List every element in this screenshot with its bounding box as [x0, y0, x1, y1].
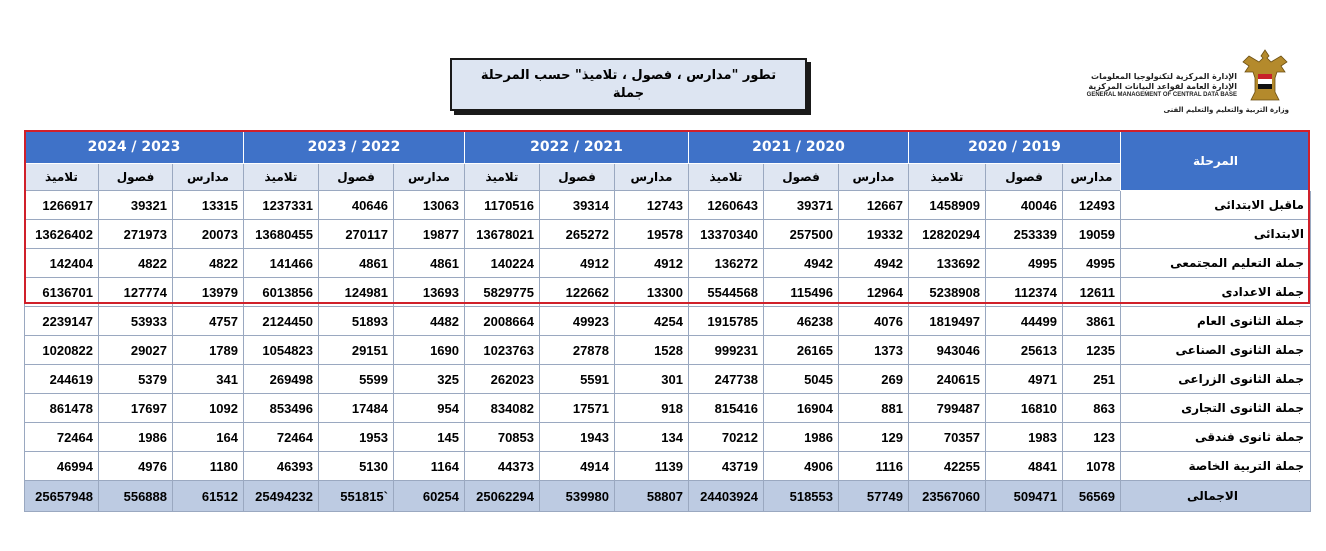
students-cell: 853496: [244, 394, 319, 423]
students-cell: 1237331: [244, 191, 319, 220]
stage-column-header: المرحلة: [1121, 131, 1311, 191]
classes-cell: 4861: [319, 249, 394, 278]
stage-label: جملة الاعدادى: [1121, 278, 1311, 307]
report-title-box: [450, 58, 807, 111]
students-cell: 42255: [909, 452, 986, 481]
schools-cell: 57749: [839, 481, 909, 512]
students-header: تلاميذ: [909, 164, 986, 191]
students-cell: 25494232: [244, 481, 319, 512]
classes-cell: 53933: [99, 307, 173, 336]
schools-cell: 56569: [1063, 481, 1121, 512]
schools-cell: 145: [394, 423, 465, 452]
students-cell: 262023: [465, 365, 540, 394]
schools-cell: 301: [615, 365, 689, 394]
classes-cell: 39371: [764, 191, 839, 220]
schools-cell: 19059: [1063, 220, 1121, 249]
table-row: [25, 220, 1311, 249]
stage-label: ماقبل الابتدائى: [1121, 191, 1311, 220]
classes-cell: 17697: [99, 394, 173, 423]
students-cell: 5544568: [689, 278, 764, 307]
classes-cell: 5130: [319, 452, 394, 481]
classes-cell: 4942: [764, 249, 839, 278]
classes-cell: 4906: [764, 452, 839, 481]
students-cell: 13626402: [25, 220, 99, 249]
table-body: [25, 191, 1311, 512]
students-cell: 999231: [689, 336, 764, 365]
schools-cell: 4942: [839, 249, 909, 278]
classes-cell: 4822: [99, 249, 173, 278]
report-title: تطور "مدارس ، فصول ، تلاميذ" حسب المرحلة: [480, 67, 777, 83]
students-cell: 247738: [689, 365, 764, 394]
classes-cell: 39321: [99, 191, 173, 220]
schools-cell: 1690: [394, 336, 465, 365]
table-row: [25, 394, 1311, 423]
schools-cell: 4912: [615, 249, 689, 278]
classes-cell: 115496: [764, 278, 839, 307]
classes-cell: 29027: [99, 336, 173, 365]
classes-cell: 5379: [99, 365, 173, 394]
students-cell: 46393: [244, 452, 319, 481]
schools-cell: 19877: [394, 220, 465, 249]
classes-cell: 5591: [540, 365, 615, 394]
schools-cell: 164: [173, 423, 244, 452]
students-header: تلاميذ: [244, 164, 319, 191]
classes-cell: 265272: [540, 220, 615, 249]
year-header: 2024 / 2023: [25, 131, 244, 164]
schools-cell: 1078: [1063, 452, 1121, 481]
students-cell: 140224: [465, 249, 540, 278]
students-cell: 12820294: [909, 220, 986, 249]
schools-cell: 58807: [615, 481, 689, 512]
students-cell: 72464: [244, 423, 319, 452]
classes-cell: 44499: [986, 307, 1063, 336]
schools-cell: 341: [173, 365, 244, 394]
students-cell: 1023763: [465, 336, 540, 365]
classes-header: فصول: [764, 164, 839, 191]
schools-cell: 269: [839, 365, 909, 394]
egypt-eagle-icon: [1241, 48, 1289, 104]
students-cell: 5829775: [465, 278, 540, 307]
schools-cell: 1235: [1063, 336, 1121, 365]
classes-cell: 17571: [540, 394, 615, 423]
students-cell: 70212: [689, 423, 764, 452]
schools-cell: 251: [1063, 365, 1121, 394]
students-cell: 244619: [25, 365, 99, 394]
classes-cell: 253339: [986, 220, 1063, 249]
schools-cell: 123: [1063, 423, 1121, 452]
classes-cell: 509471: [986, 481, 1063, 512]
classes-header: فصول: [986, 164, 1063, 191]
classes-cell: 518553: [764, 481, 839, 512]
classes-header: فصول: [319, 164, 394, 191]
classes-cell: 539980: [540, 481, 615, 512]
schools-cell: 954: [394, 394, 465, 423]
schools-cell: 1789: [173, 336, 244, 365]
table-row: [25, 249, 1311, 278]
logo-text-it-admin: الإدارة المركزية لتكنولوجيا المعلومات: [1091, 72, 1237, 81]
students-cell: 1819497: [909, 307, 986, 336]
students-cell: 1458909: [909, 191, 986, 220]
students-cell: 1915785: [689, 307, 764, 336]
students-cell: 1020822: [25, 336, 99, 365]
classes-cell: 26165: [764, 336, 839, 365]
stage-label: الاجمالى: [1121, 481, 1311, 512]
classes-cell: 270117: [319, 220, 394, 249]
students-cell: 1266917: [25, 191, 99, 220]
students-cell: 1170516: [465, 191, 540, 220]
students-cell: 943046: [909, 336, 986, 365]
classes-cell: 4841: [986, 452, 1063, 481]
classes-cell: 5599: [319, 365, 394, 394]
stage-label: جملة ثانوى فندقى: [1121, 423, 1311, 452]
statistics-table-container: [24, 130, 1310, 512]
sub-header-row: [25, 164, 1311, 191]
classes-header: فصول: [540, 164, 615, 191]
schools-cell: 4822: [173, 249, 244, 278]
schools-cell: 12493: [1063, 191, 1121, 220]
schools-header: مدارس: [173, 164, 244, 191]
students-cell: 13370340: [689, 220, 764, 249]
students-cell: 142404: [25, 249, 99, 278]
table-row: [25, 365, 1311, 394]
classes-cell: 1953: [319, 423, 394, 452]
stage-label: جملة التربية الخاصة: [1121, 452, 1311, 481]
classes-cell: 4912: [540, 249, 615, 278]
schools-cell: 19332: [839, 220, 909, 249]
table-row: [25, 423, 1311, 452]
students-cell: 13678021: [465, 220, 540, 249]
schools-cell: 863: [1063, 394, 1121, 423]
table-row: [25, 278, 1311, 307]
classes-header: فصول: [99, 164, 173, 191]
schools-cell: 3861: [1063, 307, 1121, 336]
schools-cell: 60254: [394, 481, 465, 512]
schools-cell: 12611: [1063, 278, 1121, 307]
classes-cell: 40646: [319, 191, 394, 220]
classes-cell: 124981: [319, 278, 394, 307]
classes-cell: 127774: [99, 278, 173, 307]
schools-header: مدارس: [1063, 164, 1121, 191]
classes-cell: 25613: [986, 336, 1063, 365]
classes-cell: 51893: [319, 307, 394, 336]
schools-cell: 13300: [615, 278, 689, 307]
students-cell: 240615: [909, 365, 986, 394]
students-cell: 861478: [25, 394, 99, 423]
schools-cell: 13063: [394, 191, 465, 220]
schools-cell: 12964: [839, 278, 909, 307]
students-cell: 70357: [909, 423, 986, 452]
students-cell: 2124450: [244, 307, 319, 336]
classes-cell: 4914: [540, 452, 615, 481]
year-header: 2020 / 2019: [909, 131, 1121, 164]
students-cell: 136272: [689, 249, 764, 278]
students-cell: 269498: [244, 365, 319, 394]
total-row: [25, 481, 1311, 512]
students-cell: 799487: [909, 394, 986, 423]
classes-cell: 5045: [764, 365, 839, 394]
students-cell: 1054823: [244, 336, 319, 365]
students-cell: 2008664: [465, 307, 540, 336]
students-cell: 834082: [465, 394, 540, 423]
schools-cell: 1116: [839, 452, 909, 481]
table-row: [25, 452, 1311, 481]
schools-header: مدارس: [615, 164, 689, 191]
schools-cell: 4757: [173, 307, 244, 336]
schools-cell: 4254: [615, 307, 689, 336]
statistics-table: [24, 130, 1311, 512]
year-header: 2022 / 2021: [465, 131, 689, 164]
table-row: [25, 336, 1311, 365]
students-header: تلاميذ: [25, 164, 99, 191]
classes-cell: 40046: [986, 191, 1063, 220]
schools-header: مدارس: [839, 164, 909, 191]
students-cell: 25657948: [25, 481, 99, 512]
schools-cell: 881: [839, 394, 909, 423]
schools-cell: 918: [615, 394, 689, 423]
classes-cell: 556888: [99, 481, 173, 512]
students-cell: 1260643: [689, 191, 764, 220]
students-cell: 23567060: [909, 481, 986, 512]
students-cell: 141466: [244, 249, 319, 278]
schools-cell: 325: [394, 365, 465, 394]
schools-cell: 4995: [1063, 249, 1121, 278]
students-cell: 13680455: [244, 220, 319, 249]
schools-cell: 61512: [173, 481, 244, 512]
stage-label: جملة الثانوى التجارى: [1121, 394, 1311, 423]
classes-cell: 49923: [540, 307, 615, 336]
classes-cell: 16810: [986, 394, 1063, 423]
students-cell: 133692: [909, 249, 986, 278]
report-subtitle: جملة: [612, 85, 645, 101]
classes-cell: 1986: [99, 423, 173, 452]
students-cell: 70853: [465, 423, 540, 452]
logo-text-ministry: وزارة التربية والتعليم والتعليم الفنى: [1163, 106, 1289, 114]
logo-text-db-admin: الإدارة العامة لقواعد البيانات المركزية: [1088, 82, 1237, 91]
schools-cell: 12743: [615, 191, 689, 220]
schools-cell: 1164: [394, 452, 465, 481]
year-header: 2023 / 2022: [244, 131, 465, 164]
year-header: 2021 / 2020: [689, 131, 909, 164]
schools-cell: 1180: [173, 452, 244, 481]
students-cell: 6013856: [244, 278, 319, 307]
classes-cell: 1983: [986, 423, 1063, 452]
classes-cell: 46238: [764, 307, 839, 336]
classes-cell: 271973: [99, 220, 173, 249]
classes-cell: 39314: [540, 191, 615, 220]
schools-cell: 1528: [615, 336, 689, 365]
classes-cell: 551815`: [319, 481, 394, 512]
schools-cell: 134: [615, 423, 689, 452]
students-cell: 5238908: [909, 278, 986, 307]
students-cell: 44373: [465, 452, 540, 481]
year-header-row: [25, 131, 1311, 164]
classes-cell: 122662: [540, 278, 615, 307]
schools-cell: 13693: [394, 278, 465, 307]
schools-cell: 12667: [839, 191, 909, 220]
students-header: تلاميذ: [689, 164, 764, 191]
students-cell: 43719: [689, 452, 764, 481]
schools-cell: 4076: [839, 307, 909, 336]
students-cell: 2239147: [25, 307, 99, 336]
schools-cell: 13979: [173, 278, 244, 307]
schools-cell: 20073: [173, 220, 244, 249]
schools-header: مدارس: [394, 164, 465, 191]
classes-cell: 257500: [764, 220, 839, 249]
schools-cell: 4482: [394, 307, 465, 336]
classes-cell: 112374: [986, 278, 1063, 307]
schools-cell: 19578: [615, 220, 689, 249]
stage-label: الابتدائى: [1121, 220, 1311, 249]
stage-label: جملة الثانوى الصناعى: [1121, 336, 1311, 365]
students-cell: 6136701: [25, 278, 99, 307]
students-cell: 25062294: [465, 481, 540, 512]
stage-label: جملة التعليم المجتمعى: [1121, 249, 1311, 278]
logo-text-english: GENERAL MANAGEMENT OF CENTRAL DATA BASE: [1086, 92, 1237, 98]
table-row: [25, 307, 1311, 336]
students-header: تلاميذ: [465, 164, 540, 191]
classes-cell: 4995: [986, 249, 1063, 278]
students-cell: 815416: [689, 394, 764, 423]
schools-cell: 1373: [839, 336, 909, 365]
classes-cell: 29151: [319, 336, 394, 365]
classes-cell: 16904: [764, 394, 839, 423]
students-cell: 72464: [25, 423, 99, 452]
students-cell: 24403924: [689, 481, 764, 512]
schools-cell: 13315: [173, 191, 244, 220]
students-cell: 46994: [25, 452, 99, 481]
classes-cell: 1943: [540, 423, 615, 452]
schools-cell: 1092: [173, 394, 244, 423]
classes-cell: 4976: [99, 452, 173, 481]
classes-cell: 17484: [319, 394, 394, 423]
classes-cell: 1986: [764, 423, 839, 452]
classes-cell: 4971: [986, 365, 1063, 394]
classes-cell: 27878: [540, 336, 615, 365]
stage-label: جملة الثانوى الزراعى: [1121, 365, 1311, 394]
schools-cell: 4861: [394, 249, 465, 278]
schools-cell: 1139: [615, 452, 689, 481]
table-row: [25, 191, 1311, 220]
schools-cell: 129: [839, 423, 909, 452]
stage-label: جملة الثانوى العام: [1121, 307, 1311, 336]
ministry-logo: [1080, 46, 1295, 126]
